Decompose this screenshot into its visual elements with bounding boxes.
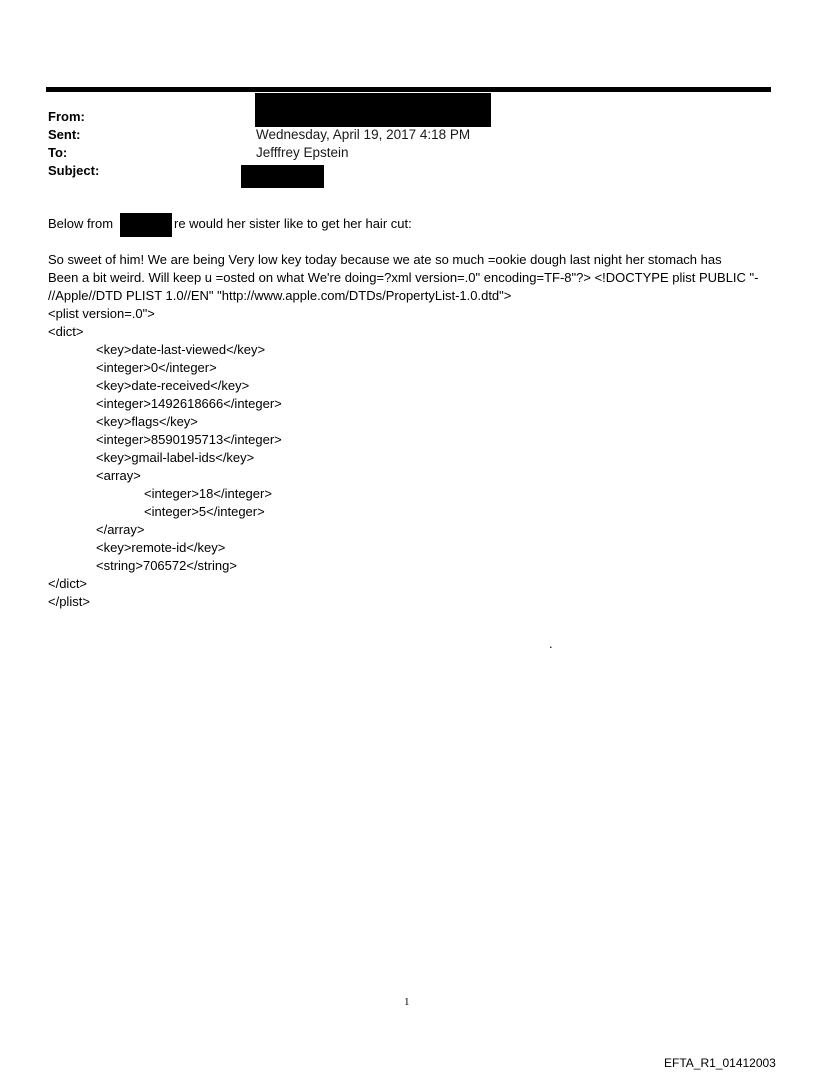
plist-line: <key>date-last-viewed</key> <box>96 342 266 357</box>
to-value: Jefffrey Epstein <box>256 145 349 160</box>
plist-line: </array> <box>96 522 145 537</box>
stray-dot: . <box>549 636 553 651</box>
plist-line: <key>flags</key> <box>96 414 198 429</box>
paragraph-line-3: //Apple//DTD PLIST 1.0//EN" "http://www.apple.com/DTDs/PropertyList-1.0.dtd"> <box>48 288 512 303</box>
intro-text-after: re would her sister like to get her hair cut: <box>174 216 412 231</box>
plist-line: <integer>1492618666</integer> <box>96 396 282 411</box>
from-label: From: <box>48 109 85 124</box>
sent-label: Sent: <box>48 127 81 142</box>
to-label: To: <box>48 145 68 160</box>
header-rule <box>46 87 771 92</box>
intro-text-before: Below from <box>48 216 114 231</box>
redacted-intro-name <box>120 213 172 237</box>
plist-line: </plist> <box>48 594 90 609</box>
plist-line: <key>remote-id</key> <box>96 540 226 555</box>
plist-line: </dict> <box>48 576 88 591</box>
plist-line: <plist version=.0"> <box>48 306 155 321</box>
paragraph-line-2: Been a bit weird. Will keep u =osted on what We're doing=?xml version=.0" encoding=TF-8"?> <!DOCTYPE plist PUBLIC "- <box>48 270 759 285</box>
subject-label: Subject: <box>48 163 100 178</box>
plist-line: <array> <box>96 468 141 483</box>
plist-line: <key>gmail-label-ids</key> <box>96 450 255 465</box>
plist-line: <dict> <box>48 324 84 339</box>
paragraph-line-1: So sweet of him! We are being Very low key today because we ate so much =ookie dough last night her stomach has <box>48 252 722 267</box>
plist-line: <string>706572</string> <box>96 558 237 573</box>
page-number: 1 <box>404 996 410 1008</box>
redacted-from-value <box>255 93 491 127</box>
plist-line: <key>date-received</key> <box>96 378 250 393</box>
plist-line: <integer>8590195713</integer> <box>96 432 282 447</box>
sent-value: Wednesday, April 19, 2017 4:18 PM <box>256 127 471 142</box>
plist-line: <integer>5</integer> <box>144 504 265 519</box>
document-id: EFTA_R1_01412003 <box>664 1056 776 1070</box>
redacted-subject-value <box>241 165 324 188</box>
plist-line: <integer>0</integer> <box>96 360 217 375</box>
plist-line: <integer>18</integer> <box>144 486 272 501</box>
